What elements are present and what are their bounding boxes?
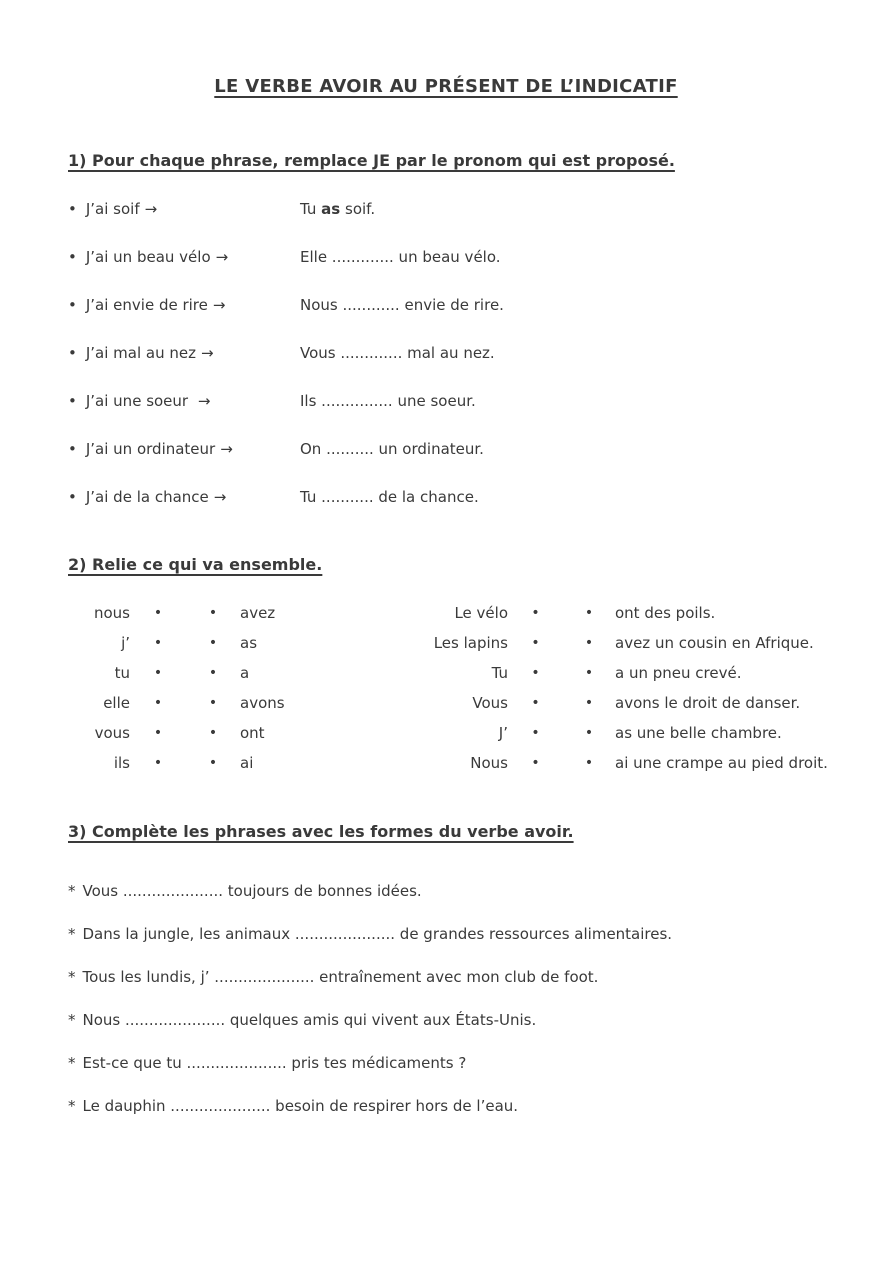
exercise1-row xyxy=(68,488,824,508)
exercise1-answer xyxy=(300,392,476,410)
exercise3-sentence xyxy=(68,1011,824,1031)
connector-dot-icon: • xyxy=(531,695,540,711)
arrow-icon: → xyxy=(197,392,211,410)
match-left-pronoun: nous xyxy=(93,604,130,622)
arrow-icon: → xyxy=(220,440,233,458)
bullet-icon: • xyxy=(68,344,77,362)
bullet-icon: • xyxy=(68,440,77,458)
connector-dot-icon: • xyxy=(584,605,594,621)
match-right-predicate: as une belle chambre. xyxy=(615,724,782,742)
prompt-text: J’ai une soeur xyxy=(85,392,193,410)
arrow-icon: → xyxy=(215,248,229,266)
connector-dot-icon: • xyxy=(531,755,540,771)
match-right-subject: J’ xyxy=(498,724,508,742)
exercise1-prompt xyxy=(68,248,300,266)
prompt-text: J’ai soif xyxy=(85,200,140,218)
answer-pre: Vous ............. mal au nez. xyxy=(300,344,495,362)
match-left-verb: avez xyxy=(240,604,276,622)
match-right-subject: Les lapins xyxy=(433,634,508,652)
exercise1-row xyxy=(68,392,824,412)
answer-verb-bold: as xyxy=(321,200,341,218)
connector-dot-icon: • xyxy=(153,665,163,681)
connector-dot-icon: • xyxy=(531,665,540,681)
arrow-icon: → xyxy=(201,344,214,362)
match-right-predicate: ont des poils. xyxy=(615,604,716,622)
match-right-predicate: ai une crampe au pied droit. xyxy=(615,754,828,772)
connector-dot-icon: • xyxy=(584,725,594,741)
exercise1-answer xyxy=(300,296,504,314)
connector-dot-icon: • xyxy=(531,635,540,651)
exercise1-prompt xyxy=(68,488,300,506)
exercise3-sentence xyxy=(68,882,824,902)
bullet-icon: • xyxy=(68,200,77,218)
answer-pre: Nous ............ envie de rire. xyxy=(300,296,504,314)
match-left-pronoun: elle xyxy=(103,694,130,712)
exercise1-prompt xyxy=(68,440,300,458)
connector-dot-icon: • xyxy=(153,605,163,621)
answer-post: soif. xyxy=(340,200,376,218)
connector-dot-icon: • xyxy=(208,695,218,711)
exercise3-heading: 3) Complète les phrases avec les formes du verbe avoir. xyxy=(68,822,574,841)
connector-dot-icon: • xyxy=(153,755,163,771)
sentence-text: Est-ce que tu ..................... pris tes médicaments ? xyxy=(82,1054,467,1072)
sentence-text: Nous ..................... quelques amis qui vivent aux États-Unis. xyxy=(82,1011,537,1029)
connector-dot-icon: • xyxy=(208,605,218,621)
exercise1-row xyxy=(68,296,824,316)
connector-dot-icon: • xyxy=(531,605,540,621)
sentence-text: Le dauphin ..................... besoin de respirer hors de l’eau. xyxy=(82,1097,519,1115)
asterisk-marker: * xyxy=(68,1097,76,1115)
exercise3-sentence xyxy=(68,1097,824,1117)
exercise2-heading: 2) Relie ce qui va ensemble. xyxy=(68,555,323,574)
answer-pre: On .......... un ordinateur. xyxy=(300,440,484,458)
exercise1-answer xyxy=(300,200,375,218)
exercise1-prompt xyxy=(68,296,300,314)
bullet-icon: • xyxy=(68,296,77,314)
matching-exercise xyxy=(68,598,828,778)
match-right-subject: Tu xyxy=(491,664,508,682)
sentence-text: Tous les lundis, j’ ..................... entraînement avec mon club de foot. xyxy=(82,968,599,986)
exercise1-answer xyxy=(300,488,479,506)
connector-dot-icon: • xyxy=(584,695,594,711)
exercise1-list xyxy=(68,200,824,508)
exercise3-sentence xyxy=(68,925,824,945)
page-title xyxy=(68,0,824,97)
exercise1-row xyxy=(68,200,824,220)
match-left-pronoun: vous xyxy=(94,724,130,742)
sentence-text: Dans la jungle, les animaux ..................... de grandes ressources alimentaires. xyxy=(82,925,673,943)
exercise1-prompt xyxy=(68,344,300,362)
prompt-text: J’ai de la chance xyxy=(85,488,209,506)
answer-pre: Elle ............. un beau vélo. xyxy=(300,248,501,266)
match-right-predicate: a un pneu crevé. xyxy=(615,664,742,682)
connector-dot-icon: • xyxy=(531,725,540,741)
asterisk-marker: * xyxy=(68,968,76,986)
match-left-verb: as xyxy=(240,634,258,652)
page-title-text: LE VERBE AVOIR AU PRÉSENT DE L’INDICATIF xyxy=(214,76,678,97)
match-left-pronoun: tu xyxy=(114,664,130,682)
exercise1-answer xyxy=(300,248,501,266)
match-left-pronoun: j’ xyxy=(121,634,130,652)
match-right-subject: Le vélo xyxy=(454,604,508,622)
prompt-text: J’ai mal au nez xyxy=(85,344,196,362)
asterisk-marker: * xyxy=(68,1054,76,1072)
arrow-icon: → xyxy=(212,296,226,314)
connector-dot-icon: • xyxy=(208,725,218,741)
match-right-subject: Vous xyxy=(472,694,508,712)
exercise1-prompt xyxy=(68,392,300,410)
bullet-icon: • xyxy=(68,392,77,410)
connector-dot-icon: • xyxy=(153,695,163,711)
connector-dot-icon: • xyxy=(208,635,218,651)
answer-pre: Ils ............... une soeur. xyxy=(300,392,476,410)
prompt-text: J’ai un beau vélo xyxy=(85,248,211,266)
exercise1-heading: 1) Pour chaque phrase, remplace JE par le pronom qui est proposé. xyxy=(68,151,675,170)
match-left-pronoun: ils xyxy=(113,754,130,772)
exercise1-row xyxy=(68,344,824,364)
match-right-predicate: avons le droit de danser. xyxy=(615,694,801,712)
exercise1-prompt xyxy=(68,200,300,218)
connector-dot-icon: • xyxy=(208,665,218,681)
connector-dot-icon: • xyxy=(584,635,594,651)
connector-dot-icon: • xyxy=(208,755,218,771)
exercise1-answer xyxy=(300,344,495,362)
arrow-icon: → xyxy=(144,200,158,218)
match-left-verb: avons xyxy=(240,694,285,712)
exercise1-row xyxy=(68,440,824,460)
prompt-text: J’ai envie de rire xyxy=(85,296,208,314)
exercise1-row xyxy=(68,248,824,268)
asterisk-marker: * xyxy=(68,1011,76,1029)
answer-pre: Tu ........... de la chance. xyxy=(300,488,479,506)
exercise3-sentence xyxy=(68,968,824,988)
match-left-verb: a xyxy=(240,664,250,682)
connector-dot-icon: • xyxy=(584,665,594,681)
asterisk-marker: * xyxy=(68,882,76,900)
exercise1-answer xyxy=(300,440,484,458)
match-right-subject: Nous xyxy=(470,754,508,772)
arrow-icon: → xyxy=(213,488,227,506)
bullet-icon: • xyxy=(68,248,77,266)
connector-dot-icon: • xyxy=(153,635,163,651)
connector-dot-icon: • xyxy=(584,755,594,771)
match-left-verb: ont xyxy=(240,724,265,742)
match-left-verb: ai xyxy=(240,754,254,772)
sentence-text: Vous ..................... toujours de bonnes idées. xyxy=(82,882,422,900)
answer-pre: Tu xyxy=(300,200,322,218)
connector-dot-icon: • xyxy=(153,725,163,741)
exercise3-sentence xyxy=(68,1054,824,1074)
asterisk-marker: * xyxy=(68,925,76,943)
match-right-predicate: avez un cousin en Afrique. xyxy=(615,634,814,652)
exercise3-list xyxy=(68,882,824,1117)
bullet-icon: • xyxy=(68,488,77,506)
prompt-text: J’ai un ordinateur xyxy=(85,440,216,458)
